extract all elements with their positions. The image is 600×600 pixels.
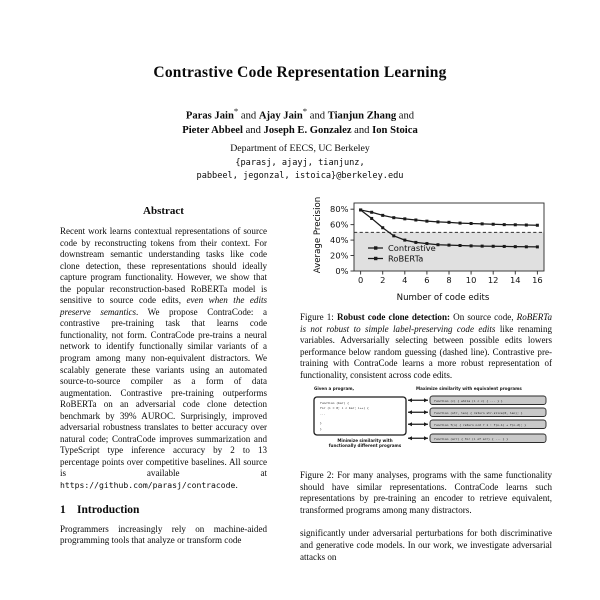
chart-y-tick-label: 60% <box>330 219 349 230</box>
chart-x-tick-label: 8 <box>446 275 452 285</box>
chart-x-tick-label: 4 <box>402 275 408 285</box>
chart-data-point <box>370 217 373 220</box>
candidate-program-boxes <box>430 396 546 443</box>
chart-data-point <box>492 223 495 226</box>
source-code-line-5: } <box>320 427 322 432</box>
minimize-line-1: Minimize similarity with <box>337 438 393 444</box>
candidate-program-code: function (c) { while (i < c) { ... } } <box>434 399 503 404</box>
figure-1-caption-emphasis: RoBERTa is not robust to simple label-preserving code edits <box>300 312 553 334</box>
chart-x-tick-label: 12 <box>487 275 499 285</box>
arrow-head <box>424 399 428 403</box>
candidate-program-code: function f(n) { return n<2 ? 1 : f(n-1) + f(n-2); } <box>434 423 527 428</box>
two-column-body <box>0 196 600 600</box>
candidate-program-code: function (arr) { for (i of arr) { ... } } <box>434 437 509 442</box>
minimize-line-2: functionally different programs <box>328 443 402 449</box>
abstract-url-link[interactable]: https://github.com/parasj/contracode <box>60 480 236 491</box>
chart-data-point <box>403 217 406 220</box>
chart-x-axis-label: Number of code edits <box>396 293 490 303</box>
introduction-section-number: 1 <box>60 503 66 516</box>
email-line-2: pabbeel, jegonzal, istoica}@berkeley.edu <box>196 170 404 181</box>
chart-y-ticks <box>330 204 354 276</box>
chart-data-point <box>370 211 373 214</box>
and-1: and <box>238 110 259 122</box>
candidate-program-code: function (str, len) { return str.slice(0, len); } <box>434 411 523 416</box>
arrow-head <box>424 437 428 441</box>
chart-data-point <box>503 245 506 248</box>
chart-data-point <box>436 243 439 246</box>
similarity-arrows <box>408 399 428 441</box>
chart-x-tick-label: 6 <box>424 275 430 285</box>
left-column <box>60 196 267 547</box>
chart-legend-label: RoBERTa <box>388 253 424 264</box>
chart-data-point <box>459 222 462 225</box>
arrow-head <box>408 399 412 403</box>
page-title: Contrastive Code Representation Learning <box>153 64 447 81</box>
author-paras-jain: Paras Jain <box>185 110 234 122</box>
chart-x-tick-label: 14 <box>509 275 521 285</box>
chart-data-point <box>403 239 406 242</box>
chart-data-point <box>536 224 539 227</box>
figure-1-title: Robust code clone detection: <box>337 312 451 322</box>
chart-y-tick-label: 40% <box>330 235 349 246</box>
introduction-heading <box>60 504 267 516</box>
author-footnote-marker-1: * <box>233 106 239 116</box>
author-joseph-gonzalez: Joseph E. Gonzalez <box>263 125 352 137</box>
chart-data-point <box>381 214 384 217</box>
author-footnote-marker-2: * <box>302 106 308 116</box>
chart-data-point <box>414 219 417 222</box>
chart-x-tick-label: 16 <box>532 275 543 285</box>
chart-data-point <box>425 220 428 223</box>
arrow-head <box>408 437 412 441</box>
chart-data-point <box>481 245 484 248</box>
email-line-1: {parasj, ajayj, tianjunz, <box>235 157 365 168</box>
given-program-label: Given a program, <box>314 386 355 392</box>
abstract-emphasis: even when the edits preserve semantics <box>60 295 268 317</box>
maximize-similarity-label: Maximize similarity with equivalent programs <box>416 386 522 392</box>
and-4: and <box>242 125 264 137</box>
figure-1-caption-b: like renaming variables. Adversarially selecting between possible edits lowers performance below random guessing (dashed line). Contrastive pre-training with ContraCode learns a more robust representation of functionality, consistent across code edits. <box>300 323 552 380</box>
chart-legend-label: Contrastive <box>388 243 436 253</box>
chart-data-point <box>392 234 395 237</box>
chart-data-point <box>459 244 462 247</box>
right-column <box>300 196 552 563</box>
arrow-head <box>408 423 412 427</box>
introduction-heading-label: Introduction <box>77 503 140 516</box>
source-code-line-3: ... <box>320 412 326 417</box>
chart-data-point <box>525 245 528 248</box>
author-emails <box>0 157 600 183</box>
chart-x-tick-label: 2 <box>380 275 386 285</box>
chart-data-point <box>492 245 495 248</box>
abstract-heading: Abstract <box>143 205 184 217</box>
source-code-line-4: } <box>320 421 322 426</box>
chart-data-point <box>392 216 395 219</box>
chart-data-point <box>381 226 384 229</box>
figure-1-chart <box>300 196 552 303</box>
figure-1-caption-a: On source code, <box>450 312 517 322</box>
author-ion-stoica: Ion Stoica <box>372 125 418 137</box>
chart-data-point <box>448 244 451 247</box>
arrow-head <box>424 411 428 415</box>
author-line-1 <box>0 104 600 124</box>
chart-data-point <box>470 244 473 247</box>
chart-data-point <box>470 222 473 225</box>
author-list <box>0 104 600 139</box>
minimize-similarity-label <box>322 438 408 448</box>
author-pieter-abbeel: Pieter Abbeel <box>182 125 243 137</box>
and-5: and <box>351 125 373 137</box>
chart-y-tick-label: 0% <box>335 266 349 276</box>
chart-data-point <box>536 245 539 248</box>
arrow-head <box>424 423 428 427</box>
figure-2-caption-text: For many analyses, programs with the same functionality should have similar representations. ContraCode learns such representations by pre-training an encoder to retrieve equivalent, transformed programs among many distractors. <box>300 470 552 515</box>
figure-2-label: Figure 2: <box>300 470 334 481</box>
abstract-text-part-3: . <box>235 480 238 491</box>
chart-data-point <box>436 220 439 223</box>
chart-shaded-region <box>354 232 544 271</box>
chart-data-point <box>525 224 528 227</box>
figure-1-caption <box>300 312 552 381</box>
abstract-text-part-2: . We propose ContraCode: a contrastive pre-training task that learns code functionality, not form. ContraCode pre-trains a neural network to identify functionally similar variants of a program among many non-equivalent distractors. We scalably generate these variants using an automated source-to-source compiler as a form of data augmentation. Contrastive pre-training outperforms RoBERTa on an adversarial code clone detection benchmark by 39% AUROC. Surprisingly, improved adversarial robustness translates to better accuracy over natural code; ContraCode improves summarization and TypeScript type inference accuracy by 2 to 13 percentage points over competitive baselines. All source is available at <box>60 306 267 479</box>
source-code-line-2: for (i = 0; i < bar; i++) { <box>320 406 369 411</box>
chart-x-ticks <box>358 271 543 285</box>
figure-2-caption <box>300 470 552 516</box>
and-2: and <box>307 110 328 122</box>
figure-2-diagram <box>300 384 552 462</box>
abstract-text-part-1: Recent work learns contextual representations of source code by reconstructing tokens from their context. For downstream semantic understanding tasks like code clone detection, these representations should ideally capture program functionality. However, we show that the popular reconstruction-based RoBERTa model is sensitive to source code edits, <box>60 226 267 306</box>
abstract-paragraph <box>60 226 267 492</box>
chart-y-axis-label: Average Precision <box>313 196 323 274</box>
chart-data-point <box>514 223 517 226</box>
chart-data-point <box>448 221 451 224</box>
figure-1-label: Figure 1: <box>300 312 334 322</box>
author-line-2 <box>0 124 600 139</box>
chart-y-tick-label: 20% <box>330 250 349 261</box>
source-code-line-1: function (bar) { <box>320 401 349 406</box>
figure-2-svg <box>300 384 552 462</box>
chart-data-point <box>503 223 506 226</box>
affiliation: Department of EECS, UC Berkeley <box>230 142 370 154</box>
author-ajay-jain: Ajay Jain <box>258 110 303 122</box>
chart-svg <box>316 200 552 292</box>
arrow-head <box>408 411 412 415</box>
chart-data-point <box>481 222 484 225</box>
chart-y-tick-label: 80% <box>330 204 349 215</box>
and-3: and <box>396 110 415 122</box>
chart-x-tick-label: 0 <box>357 275 364 285</box>
chart-x-tick-label: 10 <box>465 275 477 285</box>
chart-data-point <box>514 245 517 248</box>
right-column-continued-paragraph: significantly under adversarial perturbations for both discriminative and generative code models. In our work, we investigate adversarial attacks on <box>300 528 552 562</box>
chart-data-point <box>359 208 362 211</box>
author-tianjun-zhang: Tianjun Zhang <box>327 110 397 122</box>
introduction-paragraph: Programmers increasingly rely on machine-aided programming tools that analyze or transform code <box>60 523 267 546</box>
